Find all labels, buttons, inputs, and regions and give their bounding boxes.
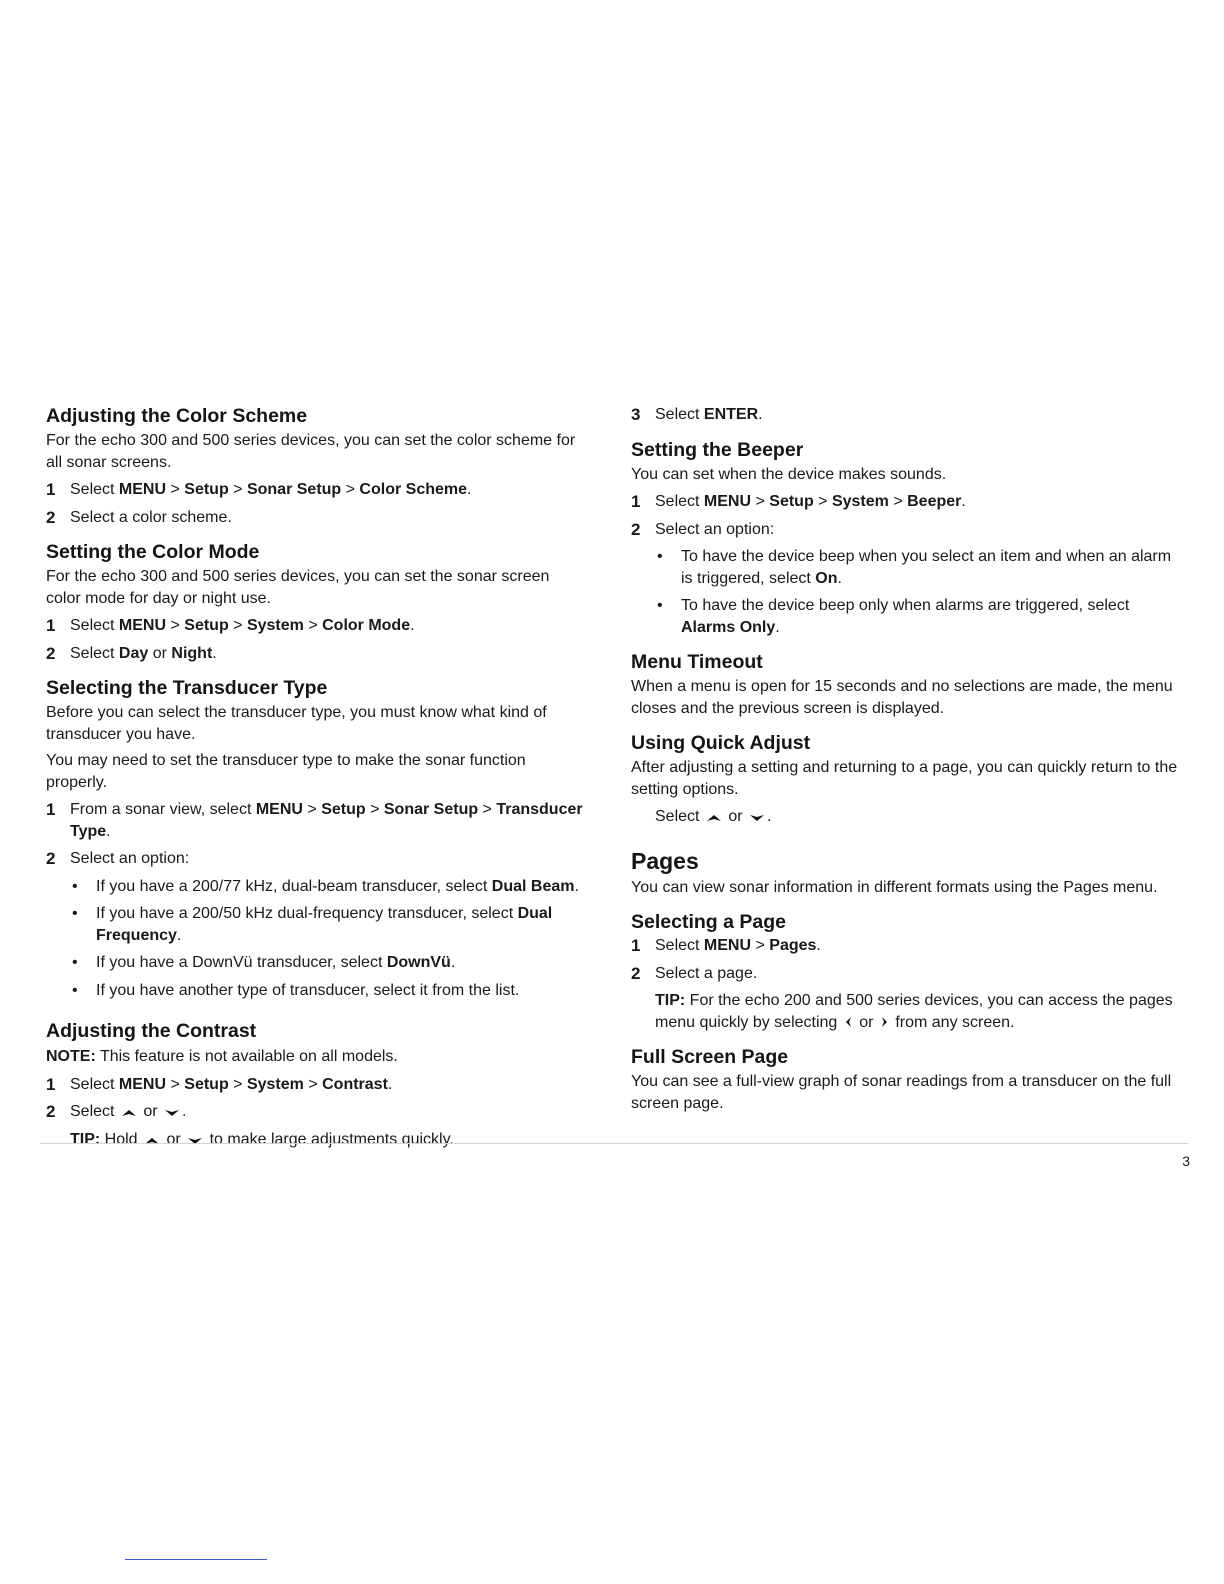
bullet-icon: • bbox=[72, 905, 78, 922]
color-scheme-step-2: 2 Select a color scheme. bbox=[46, 507, 232, 527]
down-arrow-icon bbox=[749, 812, 765, 822]
page-number: 3 bbox=[1182, 1153, 1190, 1169]
left-column bbox=[46, 404, 586, 1150]
step-number: 2 bbox=[46, 849, 56, 868]
step-number: 1 bbox=[46, 1074, 56, 1094]
color-scheme-step-1: 1 Select MENU > Setup > Sonar Setup > Color Scheme. bbox=[46, 480, 472, 499]
step-number: 1 bbox=[46, 800, 56, 819]
list-item: • To have the device beep when you select an item and when an alarm is triggered, select On. bbox=[657, 548, 1172, 587]
bottom-decorative-line bbox=[125, 1559, 267, 1560]
bullet-icon: • bbox=[72, 954, 78, 971]
menu-timeout-text: When a menu is open for 15 seconds and no selections are made, the menu closes and the previous screen is displayed. bbox=[631, 678, 1173, 717]
step-number: 2 bbox=[631, 519, 641, 539]
step-number: 1 bbox=[631, 936, 641, 955]
enter-step: 3 Select ENTER. bbox=[631, 405, 763, 424]
up-arrow-icon bbox=[121, 1107, 137, 1117]
list-item: • If you have a 200/50 kHz dual-frequency transducer, select Dual Frequency. bbox=[72, 905, 553, 944]
color-mode-step-1: 1 Select MENU > Setup > System > Color Mode. bbox=[46, 616, 415, 635]
beeper-step-1: 1 Select MENU > Setup > System > Beeper. bbox=[631, 492, 966, 511]
tip-label: TIP: bbox=[70, 1130, 101, 1148]
down-arrow-icon bbox=[164, 1107, 180, 1117]
selecting-page-tip: TIP: For the echo 200 and 500 series devices, you can access the pages menu quickly by selecting or from any screen. bbox=[655, 992, 1173, 1031]
beeper-step-2: 2 Select an option: bbox=[631, 519, 775, 539]
list-item: • To have the device beep only when alarms are triggered, select Alarms Only. bbox=[657, 597, 1130, 636]
quick-adjust-select: Select or . bbox=[655, 808, 772, 825]
section-heading-color-mode: Setting the Color Mode bbox=[46, 541, 260, 563]
list-item: • If you have a 200/77 kHz, dual-beam transducer, select Dual Beam. bbox=[46, 876, 586, 898]
right-arrow-icon bbox=[880, 1016, 889, 1028]
right-column bbox=[631, 404, 1183, 1114]
menu-key: MENU bbox=[118, 481, 167, 498]
contrast-note: NOTE: This feature is not available on all models. bbox=[46, 1048, 398, 1065]
step-number: 1 bbox=[46, 616, 56, 635]
section-heading-beeper: Setting the Beeper bbox=[631, 438, 804, 461]
selecting-page-step-2: 2 Select a page. bbox=[631, 963, 758, 983]
list-item: • If you have another type of transducer, select it from the list. bbox=[46, 980, 586, 1002]
contrast-step-2: 2 Select or . bbox=[46, 1102, 187, 1121]
beeper-intro: You can set when the device makes sounds. bbox=[631, 465, 947, 483]
step-number: 3 bbox=[631, 405, 641, 424]
bullet-icon: • bbox=[72, 877, 78, 895]
left-arrow-icon bbox=[844, 1016, 853, 1028]
bullet-icon: • bbox=[657, 597, 663, 614]
pages-text: You can view sonar information in different formats using the Pages menu. bbox=[631, 878, 1158, 896]
tip-label: TIP: bbox=[655, 992, 686, 1009]
step-number: 2 bbox=[46, 643, 56, 663]
section-heading-selecting-page: Selecting a Page bbox=[631, 911, 786, 933]
list-item: • If you have a DownVü transducer, select DownVü. bbox=[46, 952, 586, 974]
section-heading-menu-timeout: Menu Timeout bbox=[631, 651, 763, 673]
section-heading-color-scheme: Adjusting the Color Scheme bbox=[46, 405, 308, 427]
full-screen-text: You can see a full-view graph of sonar readings from a transducer on the full screen page. bbox=[631, 1073, 1172, 1112]
step-number: 1 bbox=[46, 480, 56, 499]
chapter-heading-pages: Pages bbox=[631, 847, 699, 874]
section-heading-quick-adjust: Using Quick Adjust bbox=[631, 732, 811, 754]
step-number: 2 bbox=[631, 963, 641, 983]
transducer-step-1: 1 From a sonar view, select MENU > Setup > Sonar Setup > Transducer Type. bbox=[46, 800, 583, 840]
footer-divider bbox=[40, 1143, 1188, 1144]
color-scheme-intro: For the echo 300 and 500 series devices, you can set the color scheme for all sonar screens. bbox=[46, 432, 576, 471]
section-heading-full-screen-page: Full Screen Page bbox=[631, 1046, 789, 1068]
note-label: NOTE: bbox=[46, 1048, 96, 1065]
step-number: 1 bbox=[631, 492, 641, 511]
step-number: 2 bbox=[46, 1102, 56, 1121]
transducer-step-2: 2 Select an option: bbox=[46, 849, 190, 868]
section-heading-contrast: Adjusting the Contrast bbox=[46, 1020, 257, 1042]
contrast-step-1: 1 Select MENU > Setup > System > Contrast. bbox=[46, 1074, 393, 1094]
color-mode-step-2: 2 Select Day or Night. bbox=[46, 643, 217, 663]
quick-adjust-text: After adjusting a setting and returning to a page, you can quickly return to the setting options. bbox=[631, 759, 1178, 798]
selecting-page-step-1: 1 Select MENU > Pages. bbox=[631, 936, 821, 955]
section-heading-transducer-type: Selecting the Transducer Type bbox=[46, 677, 328, 699]
color-mode-intro: For the echo 300 and 500 series devices, you can set the sonar screen color mode for day or night use. bbox=[46, 568, 550, 607]
bullet-icon: • bbox=[657, 548, 663, 565]
bullet-icon: • bbox=[72, 981, 78, 999]
transducer-intro-2: You may need to set the transducer type to make the sonar function properly. bbox=[46, 752, 526, 791]
contrast-tip: TIP: Hold or to make large adjustments quickly. bbox=[70, 1130, 454, 1148]
step-number: 2 bbox=[46, 507, 56, 527]
up-arrow-icon bbox=[706, 812, 722, 822]
transducer-intro: Before you can select the transducer type, you must know what kind of transducer you have. bbox=[46, 704, 547, 743]
